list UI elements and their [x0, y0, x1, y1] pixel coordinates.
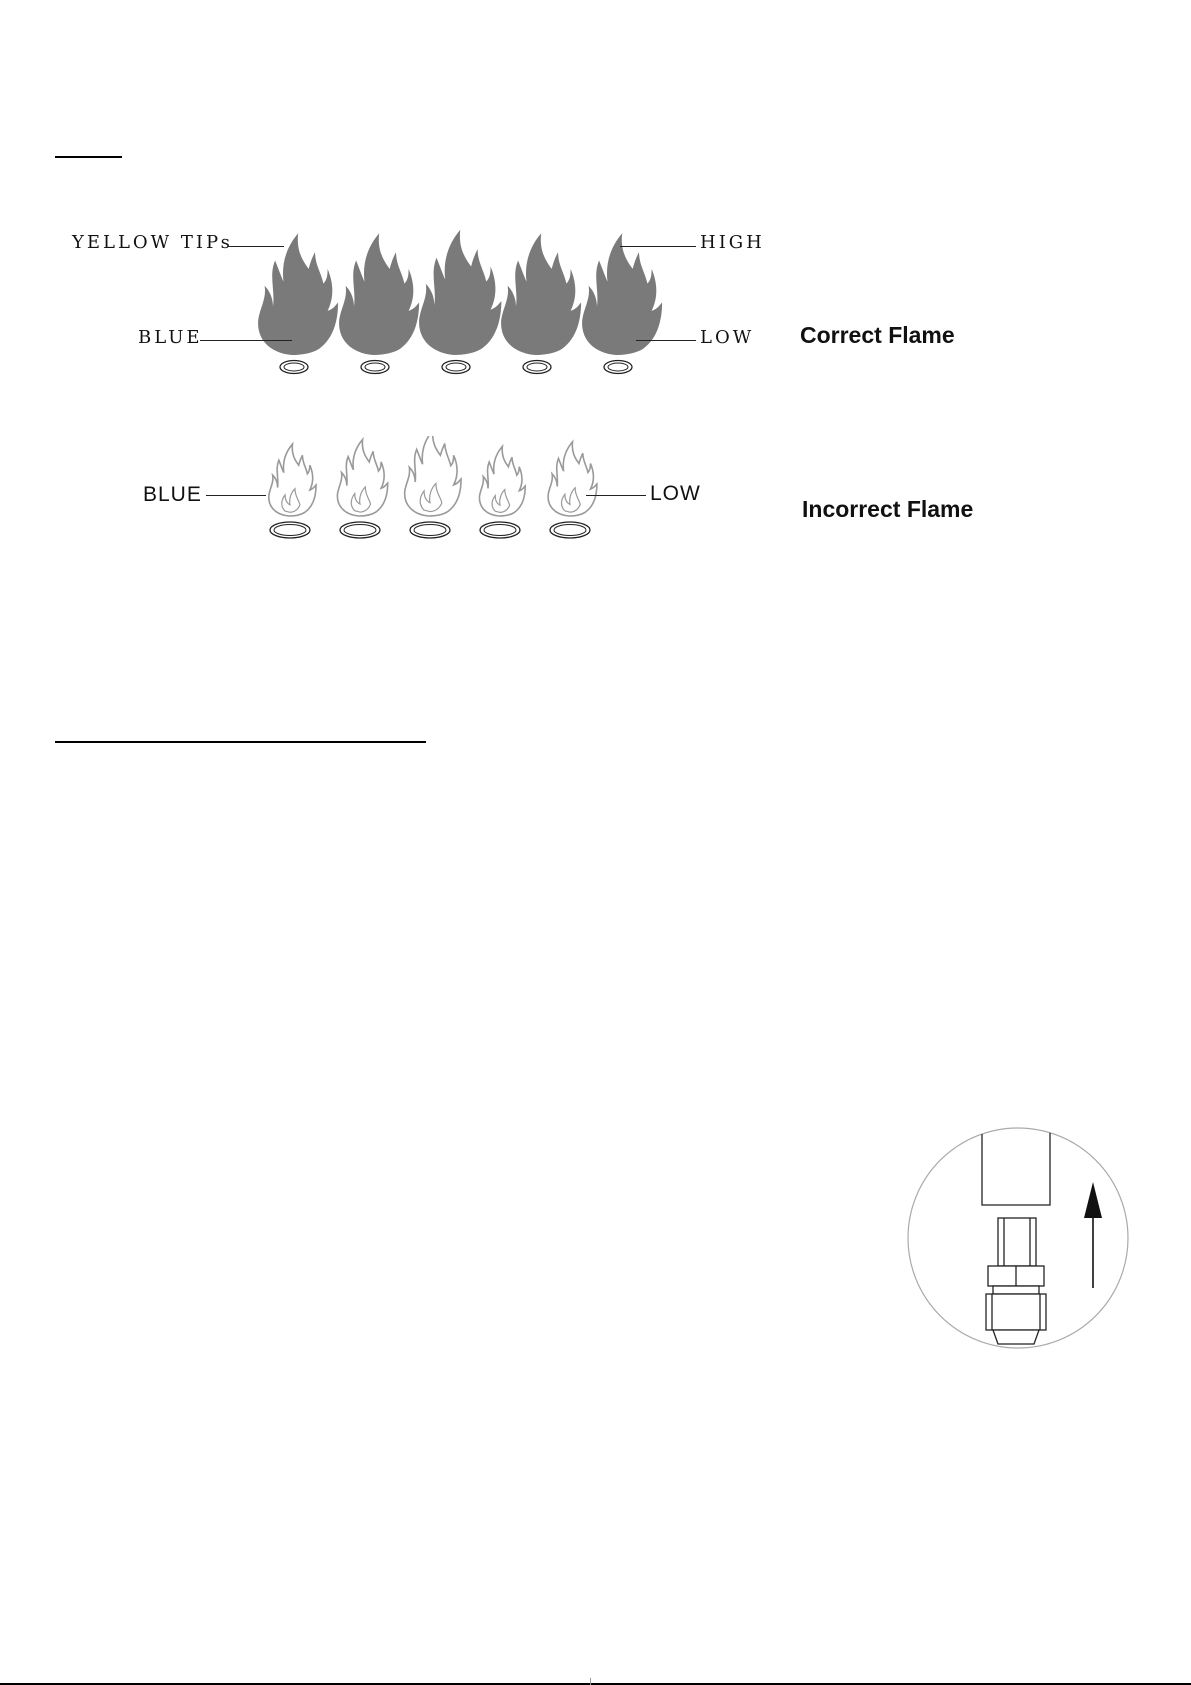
incorrect-flame-illustration [250, 436, 620, 546]
leader-low-correct [636, 340, 696, 341]
correct-flame-diagram [230, 215, 690, 380]
burner-port-inner [484, 525, 516, 536]
label-blue-correct: BLUE [138, 327, 203, 348]
arrow-up-icon [1084, 1182, 1102, 1218]
burner-port-inner [274, 525, 306, 536]
burner-port-inner [414, 525, 446, 536]
leader-blue-correct [200, 340, 292, 341]
venturi-tube [982, 1110, 1050, 1205]
label-low-correct: LOW [700, 327, 755, 348]
flame-icon [337, 439, 387, 516]
leader-blue-incorrect [206, 495, 266, 496]
flame-icon [501, 233, 581, 355]
label-high: HIGH [700, 232, 765, 253]
flame-icon [548, 442, 597, 516]
label-blue-incorrect: BLUE [143, 483, 202, 506]
burner-port-inner [608, 363, 628, 371]
burner-port-inner [284, 363, 304, 371]
flame-icon [405, 436, 461, 516]
orifice-detail [900, 1110, 1140, 1360]
caption-correct-flame: Correct Flame [800, 322, 955, 348]
gas-orifice-fitting-icon [900, 1110, 1140, 1360]
incorrect-flame-diagram [250, 436, 620, 546]
flame-icon [479, 446, 525, 516]
burner-port-inner [446, 363, 466, 371]
caption-incorrect-flame: Incorrect Flame [802, 496, 974, 522]
burner-port-inner [344, 525, 376, 536]
burner-port-inner [554, 525, 586, 536]
leader-high [620, 246, 696, 247]
section-heading-underline-1 [55, 156, 122, 158]
burner-port-inner [527, 363, 547, 371]
fitting-body [986, 1294, 1046, 1330]
correct-flame-illustration [230, 215, 690, 380]
burner-port-inner [365, 363, 385, 371]
flame-icon [339, 233, 419, 355]
leader-low-incorrect [586, 495, 646, 496]
flame-icon [258, 233, 338, 355]
label-yellow-tips: YELLOW TIPs [72, 232, 233, 253]
flame-icon [269, 444, 316, 516]
flame-icon [582, 233, 662, 355]
fitting-base [993, 1330, 1039, 1344]
page-bottom-mark [590, 1678, 591, 1685]
leader-yellow-tips [228, 246, 284, 247]
label-low-incorrect: LOW [650, 482, 701, 505]
flame-icon [419, 230, 501, 355]
section-heading-underline-2 [55, 741, 426, 743]
